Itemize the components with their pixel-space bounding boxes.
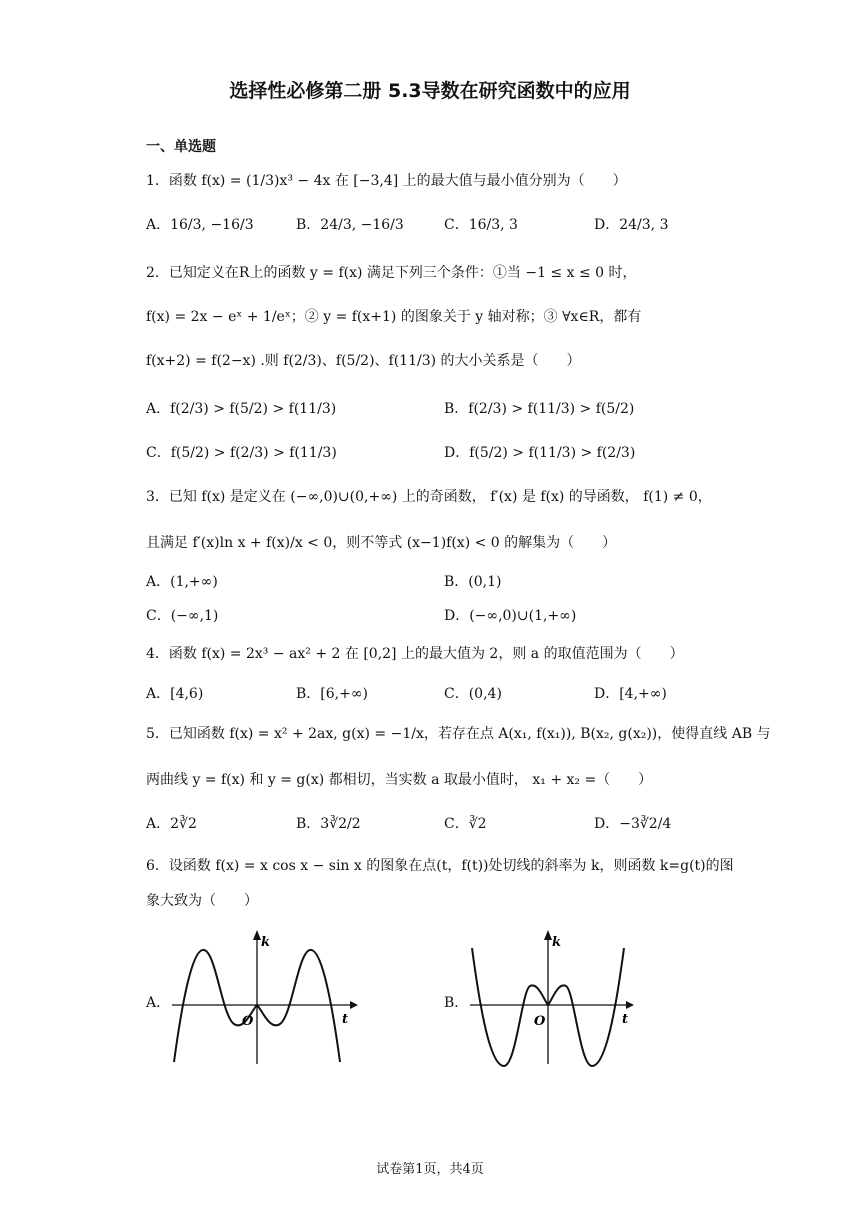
question-2-line-3: f(x+2) = f(2−x) .则 f(2/3)、f(5/2)、f(11/3) 的大小关系是（ ） xyxy=(146,353,581,369)
graph-a-t-arrow xyxy=(350,1001,358,1009)
q4-option-c: C．(0,4) xyxy=(444,686,502,702)
q6-option-b: B． xyxy=(444,995,469,1011)
q3-option-a: A．(1,+∞) xyxy=(146,574,218,590)
q3-option-c: C．(−∞,1) xyxy=(146,608,219,624)
question-3-line-1: 3．已知 f(x) 是定义在 (−∞,0)∪(0,+∞) 上的奇函数， f′(x) 是 f(x) 的导函数， f(1) ≠ 0， xyxy=(146,489,712,505)
q1-option-c: C．16/3, 3 xyxy=(444,217,518,233)
q1-option-a: A．16/3, −16/3 xyxy=(146,217,254,233)
graph-b-t-arrow xyxy=(626,1001,634,1009)
question-2-line-2: f(x) = 2x − eˣ + 1/eˣ；② y = f(x+1) 的图象关于 y 轴对称；③ ∀x∈R，都有 xyxy=(146,309,642,325)
graph-b-t-label: t xyxy=(622,1012,629,1027)
q5-option-b: B．3∛2/2 xyxy=(296,816,361,832)
q2-option-b: B．f(2/3) > f(11/3) > f(5/2) xyxy=(444,401,635,417)
question-6-line-1: 6．设函数 f(x) = x cos x − sin x 的图象在点(t，f(t))处切线的斜率为 k，则函数 k=g(t)的图 xyxy=(146,858,734,874)
question-4: 4．函数 f(x) = 2x³ − ax² + 2 在 [0,2] 上的最大值为 2，则 a 的取值范围为（ ） xyxy=(146,646,684,662)
question-6-line-2: 象大致为（ ） xyxy=(146,893,258,909)
question-5-line-1: 5．已知函数 f(x) = x² + 2ax, g(x) = −1/x，若存在点 A(x₁, f(x₁)), B(x₂, g(x₂))，使得直线 AB 与 xyxy=(146,726,771,742)
q3-option-b: B．(0,1) xyxy=(444,574,502,590)
q1-option-d: D．24/3, 3 xyxy=(594,217,669,233)
page-title: 选择性必修第二册 5.3导数在研究函数中的应用 xyxy=(229,80,631,102)
section-heading: 一、单选题 xyxy=(146,139,216,155)
q5-option-c: C．∛2 xyxy=(444,816,487,832)
graph-b-k-arrow xyxy=(544,930,552,940)
graph-a-k-label: k xyxy=(261,935,271,950)
graph-a-origin-label: O xyxy=(242,1014,254,1029)
graph-b-origin-label: O xyxy=(534,1014,546,1029)
graph-a-t-label: t xyxy=(342,1012,349,1027)
question-2-line-1: 2．已知定义在R上的函数 y = f(x) 满足下列三个条件：①当 −1 ≤ x ≤ 0 时， xyxy=(146,265,637,281)
q4-option-b: B．[6,+∞) xyxy=(296,686,368,702)
q6-option-a: A． xyxy=(146,995,171,1011)
q5-option-d: D．−3∛2/4 xyxy=(594,816,672,832)
q2-option-d: D．f(5/2) > f(11/3) > f(2/3) xyxy=(444,445,636,461)
graph-b xyxy=(466,928,656,1068)
graph-b-k-label: k xyxy=(552,935,562,950)
graph-a-k-arrow xyxy=(253,930,261,940)
q3-option-d: D．(−∞,0)∪(1,+∞) xyxy=(444,608,577,624)
question-3-line-2: 且满足 f′(x)ln x + f(x)/x < 0，则不等式 (x−1)f(x) < 0 的解集为（ ） xyxy=(146,535,617,551)
graph-a xyxy=(168,928,358,1068)
q4-option-a: A．[4,6) xyxy=(146,686,204,702)
q2-option-c: C．f(5/2) > f(2/3) > f(11/3) xyxy=(146,445,337,461)
question-5-line-2: 两曲线 y = f(x) 和 y = g(x) 都相切，当实数 a 取最小值时， x₁ + x₂ =（ ） xyxy=(146,772,653,788)
page-footer: 试卷第1页，共4页 xyxy=(376,1162,484,1177)
q2-option-a: A．f(2/3) > f(5/2) > f(11/3) xyxy=(146,401,337,417)
q1-option-b: B．24/3, −16/3 xyxy=(296,217,404,233)
question-1: 1．函数 f(x) = (1/3)x³ − 4x 在 [−3,4] 上的最大值与最小值分别为（ ） xyxy=(146,173,627,189)
q5-option-a: A．2∛2 xyxy=(146,816,197,832)
q4-option-d: D．[4,+∞) xyxy=(594,686,667,702)
